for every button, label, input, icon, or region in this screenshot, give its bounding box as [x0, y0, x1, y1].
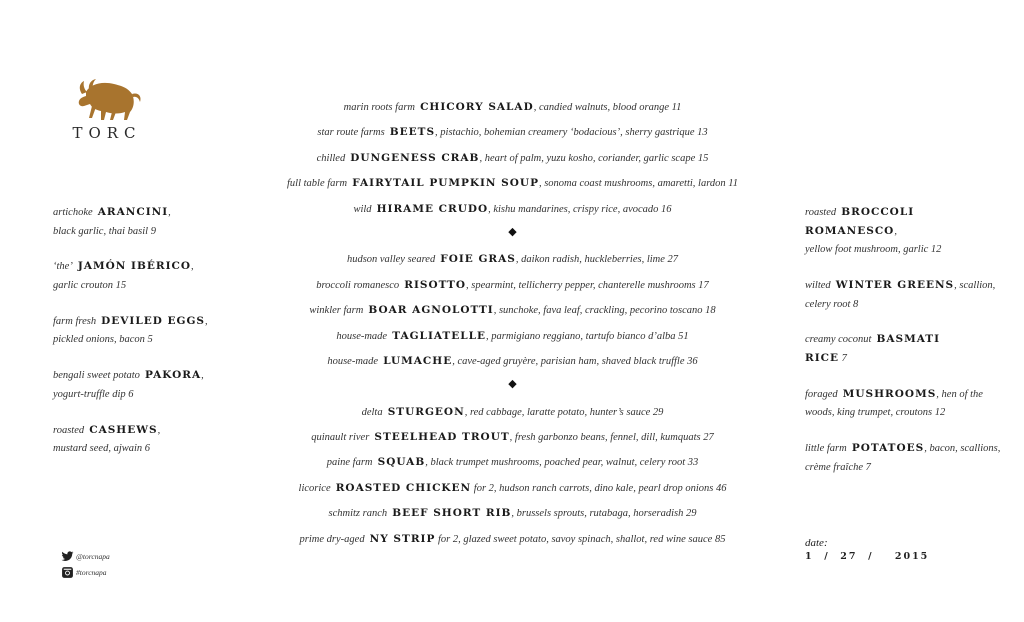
menu-item-source: chilled — [316, 152, 346, 164]
menu-item — [230, 325, 795, 350]
menu-item — [230, 248, 795, 273]
side-item-source: roasted — [805, 207, 837, 218]
side-item-name: DEVILED EGGS — [101, 314, 206, 327]
menu-item-description: , sonoma coast mushrooms, amaretti, lardon 11 — [538, 178, 738, 190]
side-item-name: PAKORA — [145, 369, 202, 382]
menu-item-description: , pistachio, bohemian creamery ‘bodacious’, sherry gastrique 13 — [435, 127, 708, 139]
side-item-description: 7 — [839, 352, 847, 364]
menu-item-source: wild — [353, 203, 372, 215]
side-item-description: , hen of the — [936, 388, 983, 400]
menu-item — [230, 172, 795, 197]
menu-item — [230, 528, 795, 553]
menu-item — [230, 401, 795, 426]
menu-item-name: DUNGENESS CRAB — [350, 151, 480, 164]
side-item-name: BASMATI — [876, 333, 940, 346]
menu-item-source: quinault river — [311, 432, 370, 444]
instagram-icon — [61, 566, 74, 579]
side-item-source: artichoke — [53, 207, 93, 218]
menu-item-name: HIRAME CRUDO — [376, 202, 489, 215]
social-links — [61, 548, 110, 580]
twitter-link[interactable] — [61, 548, 110, 564]
menu-item-name: TAGLIATELLE — [392, 329, 487, 342]
menu-item-source: prime dry-aged — [299, 533, 365, 545]
menu-item-description: , parmigiano reggiano, tartufo bianco d’alba 51 — [486, 330, 689, 342]
menu-item-source: broccoli romanesco — [316, 279, 400, 291]
menu-date — [805, 537, 929, 562]
menu-item-name: BEETS — [389, 126, 436, 139]
menu-item — [230, 147, 795, 172]
side-menu-item — [805, 202, 1005, 258]
menu-item-name: BOAR AGNOLOTTI — [368, 304, 494, 317]
side-item-name-cont: RICE — [805, 351, 839, 364]
menu-item-name: FOIE GRAS — [440, 253, 516, 266]
side-item-comma: , — [205, 315, 208, 327]
side-menu-item — [53, 365, 233, 402]
twitter-icon — [61, 550, 74, 563]
side-item-description: mustard seed, ajwain 6 — [53, 443, 151, 455]
side-item-source: bengali sweet potato — [53, 370, 140, 382]
menu-item-description: , brussels sprouts, rutabaga, horseradish 29 — [511, 508, 697, 520]
menu-item-name: STURGEON — [387, 405, 465, 418]
logo-wordmark: TORC — [72, 124, 142, 142]
menu-item-description: for 2, hudson ranch carrots, dino kale, pearl drop onions 46 — [471, 482, 727, 494]
menu-item-name: NY STRIP — [369, 532, 436, 545]
menu-item-description: , daikon radish, huckleberries, lime 27 — [515, 254, 679, 266]
side-item-name: ARANCINI — [97, 206, 169, 218]
menu-item-description: , red cabbage, laratte potato, hunter’s sauce 29 — [464, 406, 664, 418]
instagram-handle: #torcnapa — [76, 567, 107, 577]
menu-item — [230, 477, 795, 502]
side-item-source: creamy coconut — [805, 334, 872, 346]
menu-item — [230, 451, 795, 476]
menu-item-description: , fresh garbonzo beans, fennel, dill, kumquats 27 — [509, 432, 714, 444]
side-item-description: yogurt-truffle dip 6 — [53, 388, 134, 400]
side-item-description: pickled onions, bacon 5 — [53, 334, 153, 346]
side-item-description: celery root 8 — [805, 298, 859, 310]
main-menu — [230, 96, 795, 553]
instagram-link[interactable] — [61, 564, 110, 580]
side-item-description: , — [894, 225, 897, 237]
menu-item-name: LUMACHE — [383, 354, 453, 367]
menu-item-source: paine farm — [326, 457, 373, 469]
menu-item-description: for 2, glazed sweet potato, savoy spinach, shallot, red wine sauce 85 — [435, 533, 726, 545]
side-item-comma: , — [168, 207, 171, 218]
side-item-source: ‘the’ — [53, 261, 73, 273]
section-divider-diamond: ◆ — [508, 224, 517, 238]
side-item-description: garlic crouton 15 — [53, 279, 127, 291]
menu-item-source: winkler farm — [309, 305, 364, 317]
menu-item-name: FAIRYTAIL PUMPKIN SOUP — [352, 177, 539, 190]
left-column-menu — [53, 202, 233, 474]
menu-item-name: RISOTTO — [404, 278, 467, 291]
menu-item-source: licorice — [298, 482, 331, 494]
side-menu-item — [53, 202, 233, 239]
right-column-menu — [805, 202, 1005, 492]
menu-item-source: delta — [361, 406, 383, 418]
menu-item-source: star route farms — [317, 127, 385, 139]
date-value: 1 / 27 / 2015 — [805, 551, 930, 562]
menu-item-description: , cave-aged gruyère, parisian ham, shaved black truffle 36 — [452, 355, 698, 367]
menu-item-description: , candied walnuts, blood orange 11 — [533, 102, 682, 113]
side-item-description: woods, king trumpet, croutons 12 — [805, 407, 946, 419]
side-item-description: black garlic, thai basil 9 — [53, 225, 156, 237]
side-menu-item — [805, 275, 1005, 312]
menu-item — [230, 121, 795, 146]
menu-item — [230, 198, 795, 223]
menu-item-description: , spearmint, tellicherry pepper, chanterelle mushrooms 17 — [466, 279, 709, 291]
menu-item — [230, 274, 795, 299]
date-label: date: — [805, 537, 828, 549]
menu-item-description: , sunchoke, fava leaf, crackling, pecorino toscano 18 — [493, 305, 716, 317]
side-item-name: WINTER GREENS — [835, 278, 955, 291]
side-menu-item — [805, 438, 1005, 475]
menu-item-source: marin roots farm — [343, 102, 415, 113]
menu-item-source: house-made — [336, 330, 388, 342]
menu-item — [230, 426, 795, 451]
menu-item-description: , heart of palm, yuzu kosho, coriander, garlic scape 15 — [479, 152, 709, 164]
menu-item — [230, 96, 795, 121]
menu-item-source: hudson valley seared — [346, 254, 436, 266]
menu-item-source: house-made — [327, 355, 379, 367]
side-item-source: farm fresh — [53, 315, 97, 327]
torc-logo — [56, 72, 158, 146]
bull-logo-icon — [56, 72, 158, 126]
side-menu-item — [53, 311, 233, 348]
menu-item-name: BEEF SHORT RIB — [392, 507, 512, 520]
side-item-comma: , — [191, 261, 194, 273]
menu-item-name: ROASTED CHICKEN — [335, 481, 472, 494]
side-menu-item — [53, 420, 233, 457]
menu-item — [230, 350, 795, 375]
side-item-description: , bacon, scallions, — [924, 443, 1001, 455]
side-item-source: roasted — [53, 424, 85, 436]
menu-item-name: STEELHEAD TROUT — [374, 431, 510, 444]
side-item-source: foraged — [805, 388, 838, 400]
side-item-name: BROCCOLI ROMANESCO — [805, 206, 915, 237]
side-item-description: crème fraîche 7 — [805, 461, 871, 473]
side-menu-item — [805, 329, 1005, 366]
menu-item-name: CHICORY SALAD — [420, 101, 534, 113]
side-item-comma: , — [157, 424, 161, 436]
menu-item-name: SQUAB — [377, 456, 426, 469]
side-item-name: MUSHROOMS — [842, 387, 937, 400]
side-item-description: , scallion, — [954, 279, 996, 291]
side-menu-item — [805, 384, 1005, 421]
side-item-name: CASHEWS — [89, 423, 158, 436]
menu-item-description: , black trumpet mushrooms, poached pear, walnut, celery root 33 — [425, 457, 699, 469]
section-divider-diamond: ◆ — [508, 377, 517, 391]
side-item-name: JAMÓN IBÉRICO — [77, 260, 191, 273]
side-item-comma: , — [201, 370, 204, 382]
menu-item — [230, 299, 795, 324]
menu-item-source: schmitz ranch — [328, 508, 388, 520]
side-item-description: yellow foot mushroom, garlic 12 — [805, 244, 942, 256]
menu-item-description: , kishu mandarines, crispy rice, avocado 16 — [488, 203, 672, 215]
menu-item-source: full table farm — [287, 178, 348, 190]
side-item-source: wilted — [805, 279, 831, 291]
side-item-source: little farm — [805, 443, 847, 455]
side-menu-item — [53, 256, 233, 293]
side-item-name: POTATOES — [851, 442, 925, 455]
twitter-handle: @torcnapa — [76, 551, 110, 561]
menu-item — [230, 502, 795, 527]
